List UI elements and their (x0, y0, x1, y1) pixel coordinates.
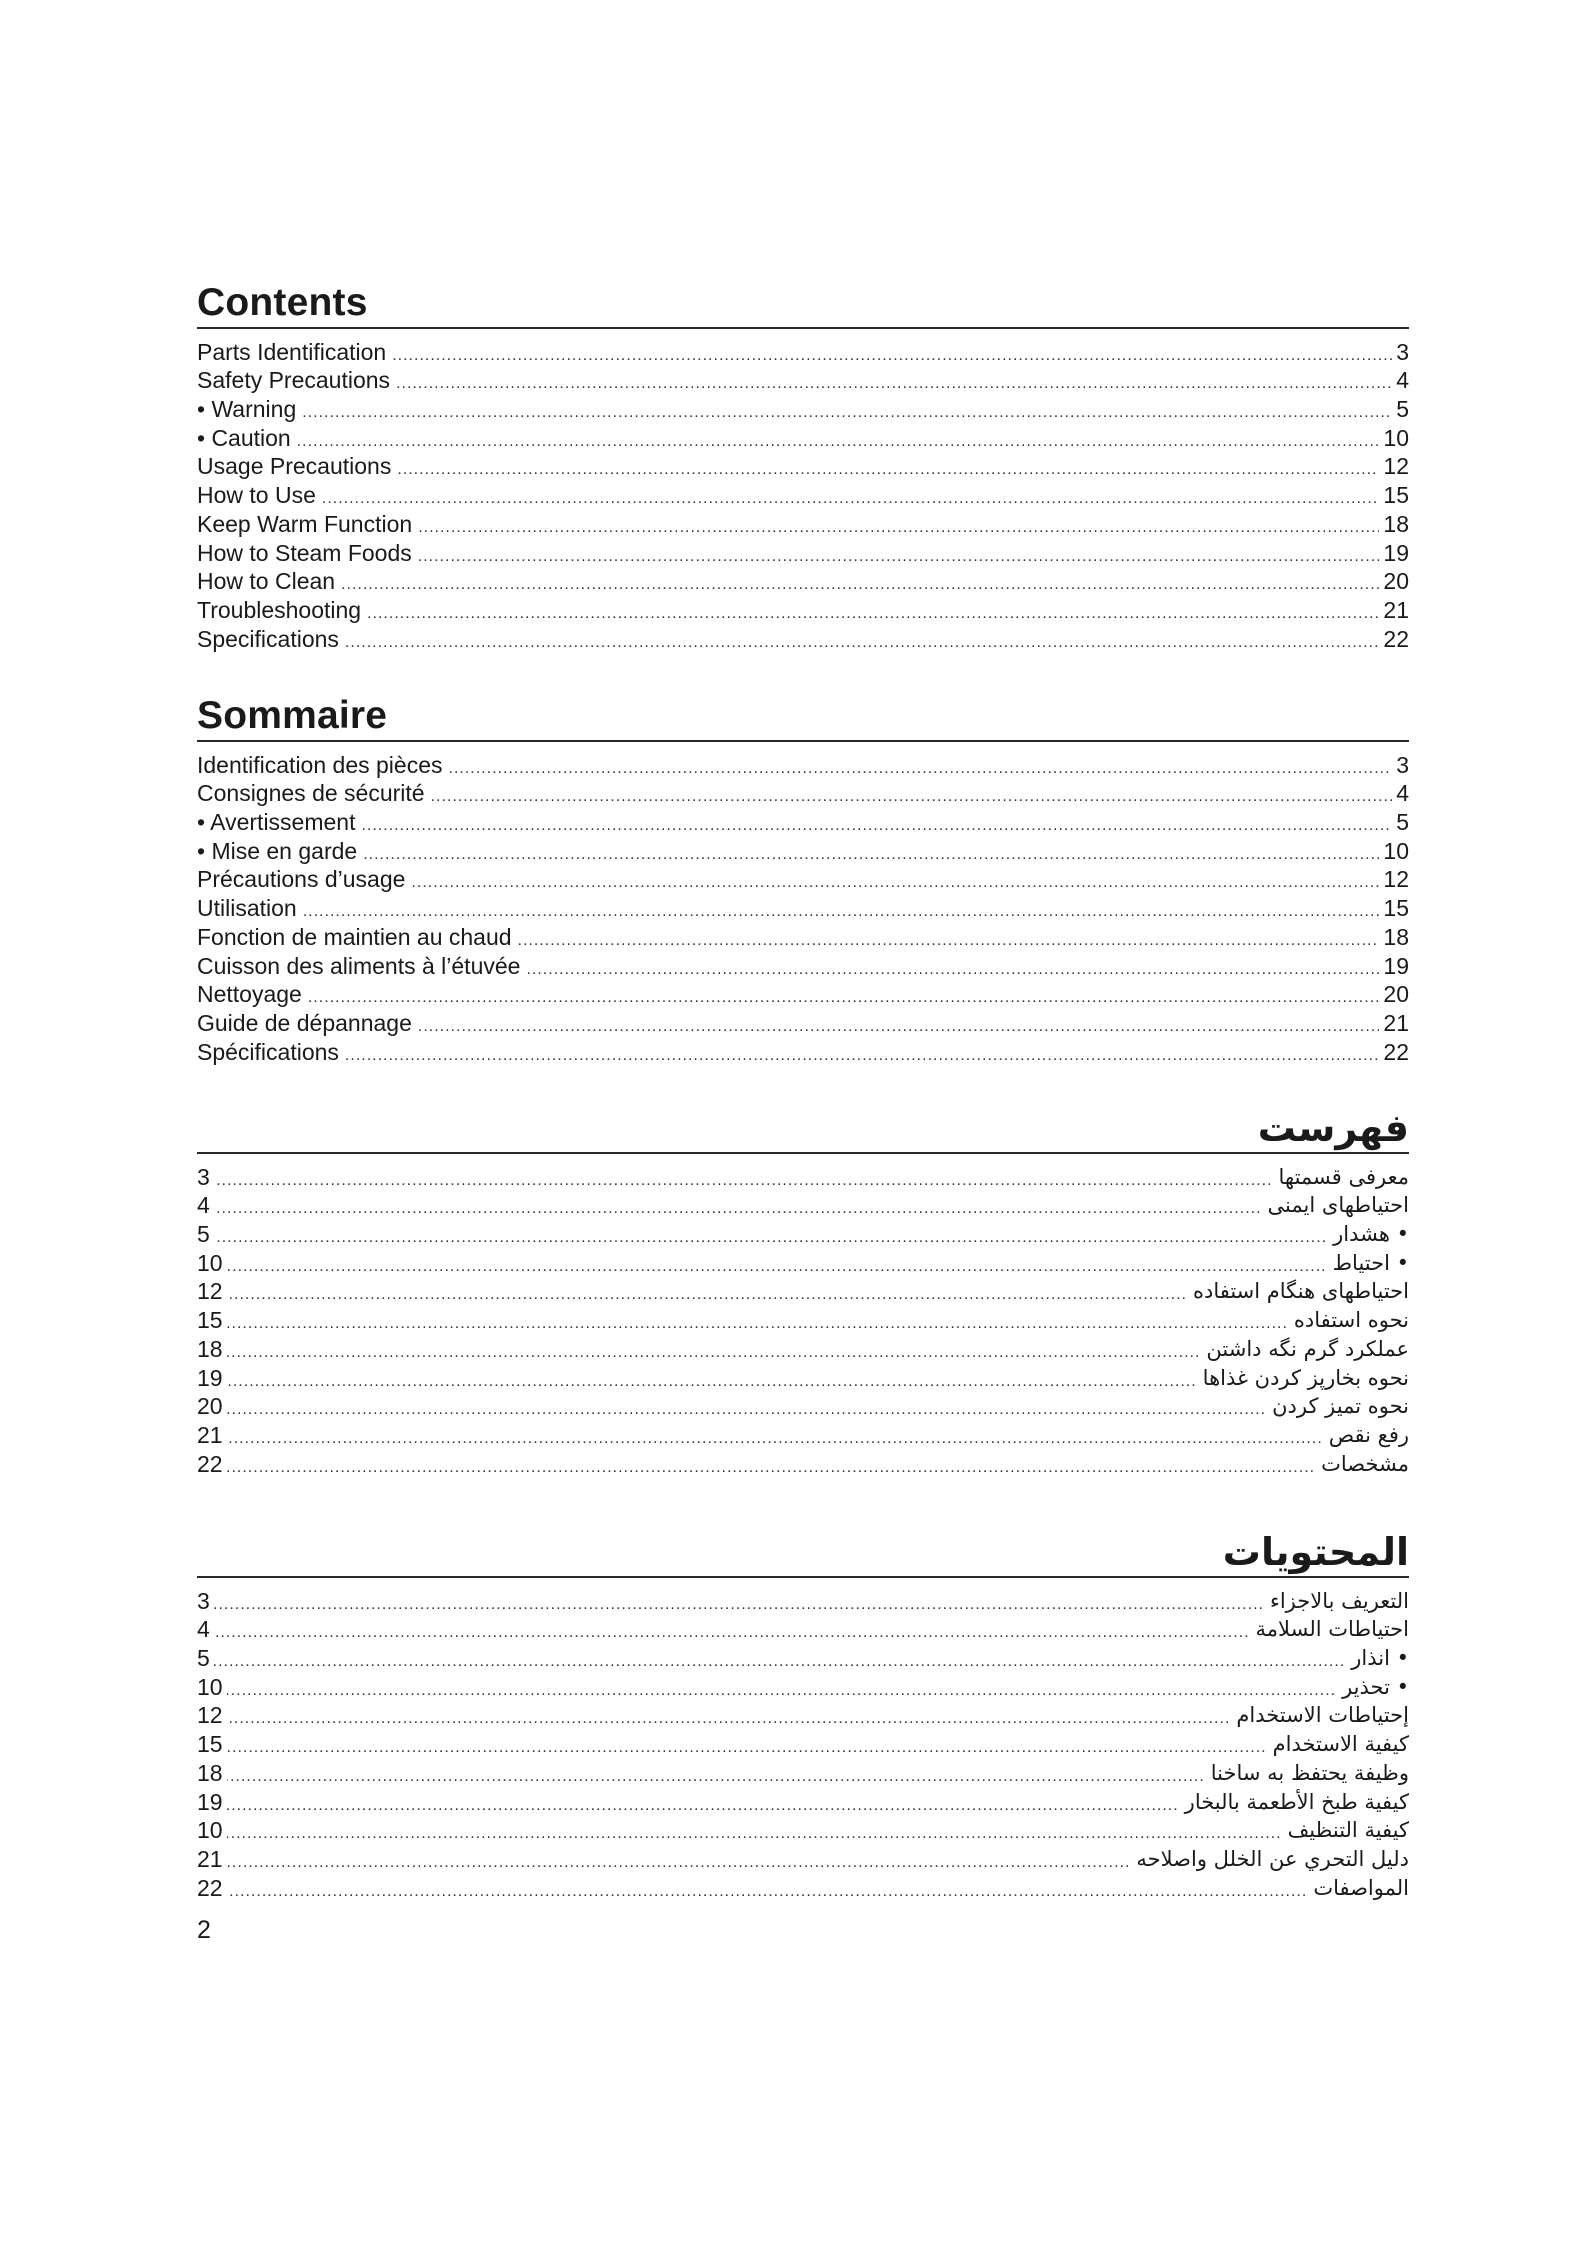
toc-entry-page-number: 19 (197, 1788, 223, 1815)
toc-entry (197, 595, 1409, 624)
toc-entry (197, 1729, 1409, 1758)
toc-entry-label: كيفية طبخ الأطعمة بالبخار (1184, 1789, 1409, 1814)
toc-entry (197, 980, 1409, 1009)
toc-entry-label: Identification des pièces (197, 751, 443, 778)
contents-section-arabic (197, 1530, 1409, 1902)
dot-leader (303, 897, 1380, 919)
dot-leader (227, 1453, 1315, 1475)
toc-entry-page-number: 12 (197, 1278, 223, 1305)
toc-entry-page-number: 22 (1383, 625, 1409, 652)
dot-leader (214, 1618, 1250, 1640)
dot-leader (397, 455, 1379, 477)
toc-entry-page-number: 10 (1383, 837, 1409, 864)
toc-entry-page-number: 3 (1396, 338, 1409, 365)
toc-entry (197, 1449, 1409, 1478)
toc-entry-label: التعريف بالاجزاء (1269, 1588, 1409, 1613)
dot-leader (227, 1848, 1131, 1870)
toc-entry-page-number: 15 (197, 1307, 223, 1334)
toc-entry-label: Précautions d’usage (197, 866, 406, 893)
toc-entry-page-number: 12 (197, 1702, 223, 1729)
dot-leader (227, 1424, 1323, 1446)
toc-entry-page-number: 19 (197, 1364, 223, 1391)
toc-entry (197, 922, 1409, 951)
toc-entry (197, 1873, 1409, 1902)
section-title: Contents (197, 281, 1409, 329)
toc-entry-page-number: 20 (197, 1393, 223, 1420)
dot-leader (227, 1252, 1327, 1274)
toc-entry-label: Parts Identification (197, 338, 387, 365)
toc-entry (197, 1248, 1409, 1277)
toc-entry (197, 865, 1409, 894)
toc-entry-page-number: 20 (1383, 568, 1409, 595)
toc-entry-label: • Avertissement (197, 809, 356, 836)
toc-entry-label: وظيفة يحتفظ به ساخنا (1210, 1760, 1409, 1785)
dot-leader (227, 1791, 1179, 1813)
page-number: 2 (197, 1916, 211, 1944)
dot-leader (363, 840, 1379, 862)
toc-entry-page-number: 5 (197, 1221, 210, 1248)
toc-entry-label: نحوه بخارپز کردن غذاها (1202, 1365, 1409, 1390)
toc-entry-page-number: 4 (197, 1616, 210, 1643)
dot-leader (322, 484, 1380, 506)
dot-leader (227, 1367, 1197, 1389)
toc-entry-page-number: 22 (1383, 1038, 1409, 1065)
toc-entry-page-number: 19 (1383, 952, 1409, 979)
toc-entry (197, 1844, 1409, 1873)
toc-entry-page-number: 4 (197, 1192, 210, 1219)
toc-entry-label: عملکرد گرم نگه داشتن (1206, 1336, 1409, 1361)
toc-entry-label: نحوه تمیز کردن (1272, 1394, 1409, 1419)
toc-entry-label: Specifications (197, 625, 339, 652)
toc-entry (197, 1816, 1409, 1845)
toc-entry-page-number: 21 (197, 1845, 223, 1872)
toc-entry (197, 1586, 1409, 1615)
toc-entry-label: مشخصات (1321, 1451, 1409, 1476)
toc-entry-label: معرفی قسمتها (1278, 1164, 1409, 1189)
toc-entry (197, 750, 1409, 779)
dot-leader (449, 754, 1393, 776)
toc-entry (197, 1672, 1409, 1701)
section-title: فهرست (197, 1106, 1409, 1154)
toc-entry-page-number: 19 (1383, 539, 1409, 566)
dot-leader (526, 955, 1379, 977)
toc-entry (197, 394, 1409, 423)
dot-leader (227, 1676, 1336, 1698)
toc-entry-page-number: 22 (197, 1874, 223, 1901)
dot-leader (227, 1733, 1267, 1755)
dot-leader (297, 427, 1380, 449)
dot-leader (418, 1012, 1380, 1034)
toc-entry-page-number: 20 (1383, 981, 1409, 1008)
dot-leader (345, 628, 1379, 650)
toc-entry (197, 1191, 1409, 1220)
dot-leader (431, 782, 1393, 804)
dot-leader (308, 983, 1380, 1005)
toc-entry-page-number: 21 (1383, 1009, 1409, 1036)
dot-leader (302, 398, 1392, 420)
toc-entry (197, 836, 1409, 865)
toc-entry-label: Spécifications (197, 1038, 339, 1065)
dot-leader (396, 369, 1392, 391)
toc-entry-page-number: 18 (1383, 510, 1409, 537)
toc-entry (197, 1643, 1409, 1672)
dot-leader (418, 513, 1379, 535)
dot-leader (518, 926, 1380, 948)
toc-entry (197, 1008, 1409, 1037)
section-title: Sommaire (197, 694, 1409, 742)
toc-entry-page-number: 15 (197, 1731, 223, 1758)
dot-leader (227, 1762, 1205, 1784)
toc-entry-label: • Warning (197, 396, 297, 423)
dot-leader (345, 1041, 1379, 1063)
toc-entry-label: How to Use (197, 482, 316, 509)
dot-leader (227, 1280, 1187, 1302)
toc-entry (197, 1219, 1409, 1248)
toc-entry-label: نحوه استفاده (1293, 1308, 1409, 1333)
toc-entry-label: • تحذير (1342, 1674, 1409, 1699)
toc-entry (197, 1392, 1409, 1421)
toc-entry (197, 423, 1409, 452)
toc-entry-label: Consignes de sécurité (197, 780, 425, 807)
toc-entry-page-number: 4 (1396, 367, 1409, 394)
dot-leader (392, 341, 1392, 363)
toc-entry-label: احتياطات السلامة (1255, 1617, 1409, 1642)
toc-list (197, 1162, 1409, 1478)
toc-entry-label: إحتياطات الاستخدام (1236, 1703, 1409, 1728)
toc-entry (197, 538, 1409, 567)
toc-entry-page-number: 12 (1383, 453, 1409, 480)
dot-leader (227, 1704, 1231, 1726)
toc-list (197, 1586, 1409, 1902)
toc-entry (197, 1162, 1409, 1191)
dot-leader (411, 868, 1379, 890)
toc-entry (197, 807, 1409, 836)
dot-leader (418, 542, 1380, 564)
toc-entry-label: • Caution (197, 424, 291, 451)
toc-entry-page-number: 10 (197, 1249, 223, 1276)
dot-leader (367, 599, 1379, 621)
dot-leader (214, 1223, 1327, 1245)
toc-entry (197, 480, 1409, 509)
toc-entry-page-number: 3 (197, 1163, 210, 1190)
toc-entry-label: Utilisation (197, 895, 297, 922)
toc-entry-page-number: 3 (197, 1587, 210, 1614)
toc-entry (197, 951, 1409, 980)
toc-entry (197, 1277, 1409, 1306)
dot-leader (227, 1338, 1201, 1360)
toc-entry (197, 567, 1409, 596)
toc-entry-label: كيفية التنظيف (1287, 1818, 1409, 1843)
toc-entry-label: Usage Precautions (197, 453, 392, 480)
toc-entry (197, 1420, 1409, 1449)
toc-entry-label: Safety Precautions (197, 367, 391, 394)
toc-entry (197, 1363, 1409, 1392)
toc-entry-label: كيفية الاستخدام (1272, 1732, 1409, 1757)
toc-entry-page-number: 18 (1383, 923, 1409, 950)
toc-entry (197, 1037, 1409, 1066)
toc-entry-label: دليل التحري عن الخلل واصلاحه (1136, 1846, 1409, 1871)
toc-entry (197, 1787, 1409, 1816)
toc-entry (197, 452, 1409, 481)
dot-leader (227, 1309, 1288, 1331)
toc-entry-label: رفع نقص (1328, 1422, 1409, 1447)
toc-entry-page-number: 5 (1396, 396, 1409, 423)
toc-entry-label: Keep Warm Function (197, 510, 413, 537)
toc-entry-label: Cuisson des aliments à l’étuvée (197, 952, 521, 979)
toc-entry-page-number: 5 (1396, 809, 1409, 836)
toc-entry-page-number: 21 (1383, 596, 1409, 623)
toc-entry-page-number: 3 (1396, 751, 1409, 778)
contents-section-persian (197, 1106, 1409, 1478)
toc-entry (197, 366, 1409, 395)
toc-entry-label: How to Clean (197, 568, 336, 595)
dot-leader (214, 1194, 1262, 1216)
toc-entry (197, 1758, 1409, 1787)
toc-entry (197, 893, 1409, 922)
contents-section-french (197, 694, 1409, 1066)
toc-entry-page-number: 18 (197, 1335, 223, 1362)
toc-entry-label: Nettoyage (197, 981, 302, 1008)
toc-entry (197, 1701, 1409, 1730)
toc-entry (197, 624, 1409, 653)
toc-entry-label: Fonction de maintien au chaud (197, 923, 512, 950)
section-title: المحتويات (197, 1530, 1409, 1578)
toc-entry-page-number: 15 (1383, 482, 1409, 509)
toc-entry (197, 1615, 1409, 1644)
dot-leader (361, 811, 1392, 833)
toc-entry-page-number: 10 (197, 1817, 223, 1844)
toc-entry-page-number: 4 (1396, 780, 1409, 807)
toc-entry-label: المواصفات (1313, 1875, 1409, 1900)
dot-leader (227, 1877, 1308, 1899)
toc-entry-label: Troubleshooting (197, 596, 362, 623)
toc-entry-label: • Mise en garde (197, 837, 358, 864)
contents-section-english (197, 281, 1409, 653)
toc-entry-page-number: 12 (1383, 866, 1409, 893)
toc-entry-label: احتیاطهای هنگام استفاده (1192, 1279, 1409, 1304)
dot-leader (214, 1590, 1264, 1612)
dot-leader (214, 1166, 1273, 1188)
toc-entry-page-number: 10 (197, 1673, 223, 1700)
toc-entry-page-number: 22 (197, 1450, 223, 1477)
toc-entry-label: • هشدار (1333, 1222, 1409, 1247)
toc-entry-label: Guide de dépannage (197, 1009, 412, 1036)
toc-entry-page-number: 21 (197, 1421, 223, 1448)
toc-entry-page-number: 5 (197, 1645, 210, 1672)
toc-entry (197, 779, 1409, 808)
toc-entry-label: How to Steam Foods (197, 539, 412, 566)
dot-leader (227, 1395, 1267, 1417)
toc-entry-label: • احتیاط (1332, 1250, 1409, 1275)
toc-entry-page-number: 10 (1383, 424, 1409, 451)
toc-entry (197, 509, 1409, 538)
toc-list (197, 750, 1409, 1066)
toc-entry (197, 1334, 1409, 1363)
toc-entry-page-number: 18 (197, 1759, 223, 1786)
toc-entry-page-number: 15 (1383, 895, 1409, 922)
dot-leader (227, 1819, 1282, 1841)
toc-entry (197, 1305, 1409, 1334)
toc-list (197, 337, 1409, 653)
toc-entry-label: احتیاطهای ایمنی (1267, 1193, 1409, 1218)
dot-leader (341, 570, 1379, 592)
toc-entry-label: • انذار (1351, 1646, 1409, 1671)
toc-entry (197, 337, 1409, 366)
dot-leader (214, 1647, 1345, 1669)
